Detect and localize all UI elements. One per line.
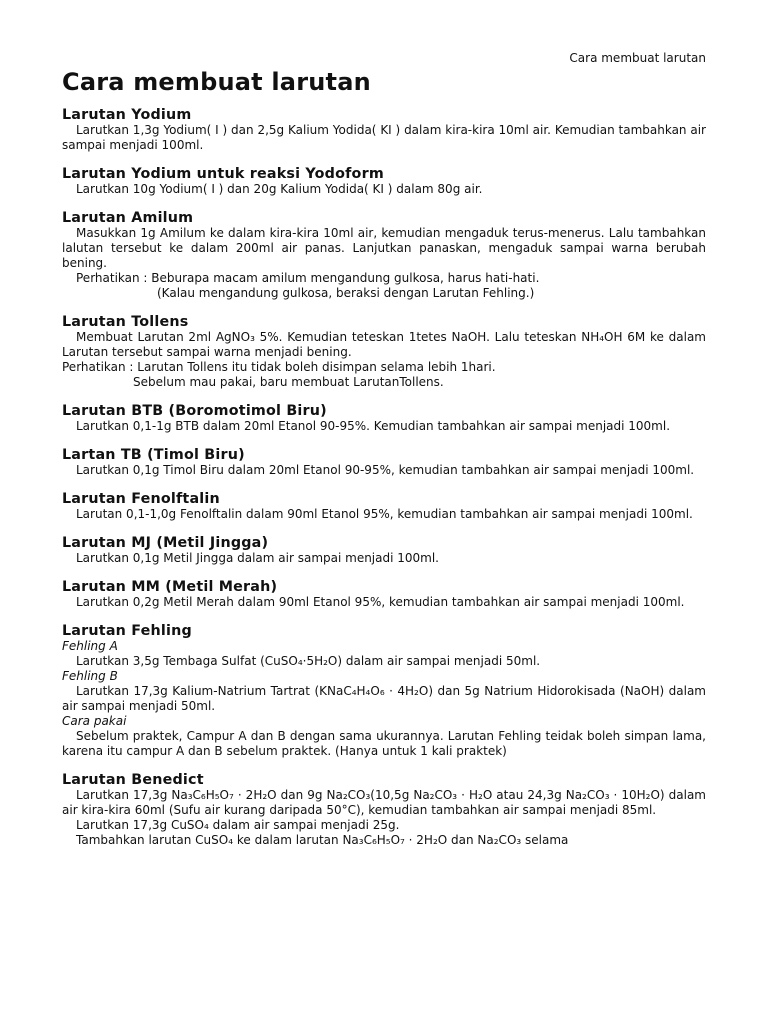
section-larutan-mj <box>62 535 706 566</box>
paragraph: Larutkan 3,5g Tembaga Sulfat (CuSO₄·5H₂O) dalam air sampai menjadi 50ml. <box>76 654 541 668</box>
note-paragraph: Perhatikan : Larutan Tollens itu tidak boleh disimpan selama lebih 1hari. <box>62 360 496 374</box>
section-heading: Larutan Benedict <box>62 772 204 788</box>
paragraph: Larutkan 0,1g Metil Jingga dalam air sampai menjadi 100ml. <box>76 551 439 565</box>
section-heading: Larutan Tollens <box>62 314 189 330</box>
section-larutan-mm <box>62 579 706 610</box>
paragraph: Larutkan 1,3g Yodium( I ) dan 2,5g Kalium Yodida( KI ) dalam kira-kira 10ml air. Kemudian tambahkan air sampai menjadi 100ml. <box>62 123 706 152</box>
section-larutan-benedict <box>62 772 706 848</box>
note-paragraph: (Kalau mengandung gulkosa, beraksi dengan Larutan Fehling.) <box>157 286 535 300</box>
paragraph: Larutkan 17,3g Kalium-Natrium Tartrat (KNaC₄H₄O₆ · 4H₂O) dan 5g Natrium Hidorokisada (NaOH) dalam air sampai menjadi 50ml. <box>62 684 706 713</box>
paragraph: Sebelum praktek, Campur A dan B dengan sama ukurannya. Larutan Fehling teidak boleh simpan lama, karena itu campur A dan B sebelum praktek. (Hanya untuk 1 kali praktek) <box>62 729 706 758</box>
section-heading: Lartan TB (Timol Biru) <box>62 447 245 463</box>
paragraph: Tambahkan larutan CuSO₄ ke dalam larutan Na₃C₆H₅O₇ · 2H₂O dan Na₂CO₃ selama <box>76 833 569 847</box>
section-larutan-yodium-yodoform <box>62 166 706 197</box>
subheading-cara-pakai: Cara pakai <box>62 714 127 728</box>
paragraph: Membuat Larutan 2ml AgNO₃ 5%. Kemudian teteskan 1tetes NaOH. Lalu teteskan NH₄OH 6M ke dalam Larutan tersebut sampai warna menjadi bening. <box>62 330 706 359</box>
paragraph: Larutkan 0,2g Metil Merah dalam 90ml Etanol 95%, kemudian tambahkan air sampai menjadi 100ml. <box>76 595 685 609</box>
paragraph: Larutkan 0,1-1g BTB dalam 20ml Etanol 90-95%. Kemudian tambahkan air sampai menjadi 100ml. <box>76 419 671 433</box>
section-larutan-fenolftalin <box>62 491 706 522</box>
paragraph: Larutan 0,1-1,0g Fenolftalin dalam 90ml Etanol 95%, kemudian tambahkan air sampai menjadi 100ml. <box>76 507 693 521</box>
paragraph: Larutkan 10g Yodium( I ) dan 20g Kalium Yodida( KI ) dalam 80g air. <box>76 182 483 196</box>
section-larutan-yodium <box>62 107 706 153</box>
paragraph: Larutkan 0,1g Timol Biru dalam 20ml Etanol 90-95%, kemudian tambahkan air sampai menjadi 100ml. <box>76 463 695 477</box>
section-heading: Larutan Yodium untuk reaksi Yodoform <box>62 166 384 182</box>
section-heading: Larutan MJ (Metil Jingga) <box>62 535 269 551</box>
section-larutan-amilum <box>62 210 706 301</box>
subheading-fehling-b: Fehling B <box>62 669 118 683</box>
note-paragraph: Perhatikan : Beburapa macam amilum mengandung gulkosa, harus hati-hati. <box>76 271 540 285</box>
section-heading: Larutan BTB (Boromotimol Biru) <box>62 403 327 419</box>
note-paragraph: Sebelum mau pakai, baru membuat LarutanTollens. <box>133 375 444 389</box>
paragraph: Larutkan 17,3g CuSO₄ dalam air sampai menjadi 25g. <box>76 818 400 832</box>
section-heading: Larutan Yodium <box>62 107 192 123</box>
section-larutan-fehling <box>62 623 706 759</box>
paragraph: Masukkan 1g Amilum ke dalam kira-kira 10ml air, kemudian mengaduk terus-menerus. Lalu tambahkan lalutan tersebut ke dalam 200ml air panas. Lanjutkan panaskan, mengaduk sampai warna berubah bening. <box>62 226 706 270</box>
section-heading: Larutan Amilum <box>62 210 194 226</box>
section-heading: Larutan Fehling <box>62 623 192 639</box>
paragraph: Larutkan 17,3g Na₃C₆H₅O₇ · 2H₂O dan 9g Na₂CO₃(10,5g Na₂CO₃ · H₂O atau 24,3g Na₂CO₃ · 10H₂O) dalam air kira-kira 60ml (Sufu air kurang daripada 50°C), kemudian tambahkan air sampai menjadi 85ml. <box>62 788 706 817</box>
subheading-fehling-a: Fehling A <box>62 639 118 653</box>
section-larutan-tollens <box>62 314 706 390</box>
section-larutan-btb <box>62 403 706 434</box>
running-header: Cara membuat larutan <box>569 51 706 65</box>
section-heading: Larutan MM (Metil Merah) <box>62 579 278 595</box>
document-body <box>62 66 706 861</box>
section-heading: Larutan Fenolftalin <box>62 491 220 507</box>
section-lartan-tb <box>62 447 706 478</box>
page-title: Cara membuat larutan <box>62 68 371 96</box>
